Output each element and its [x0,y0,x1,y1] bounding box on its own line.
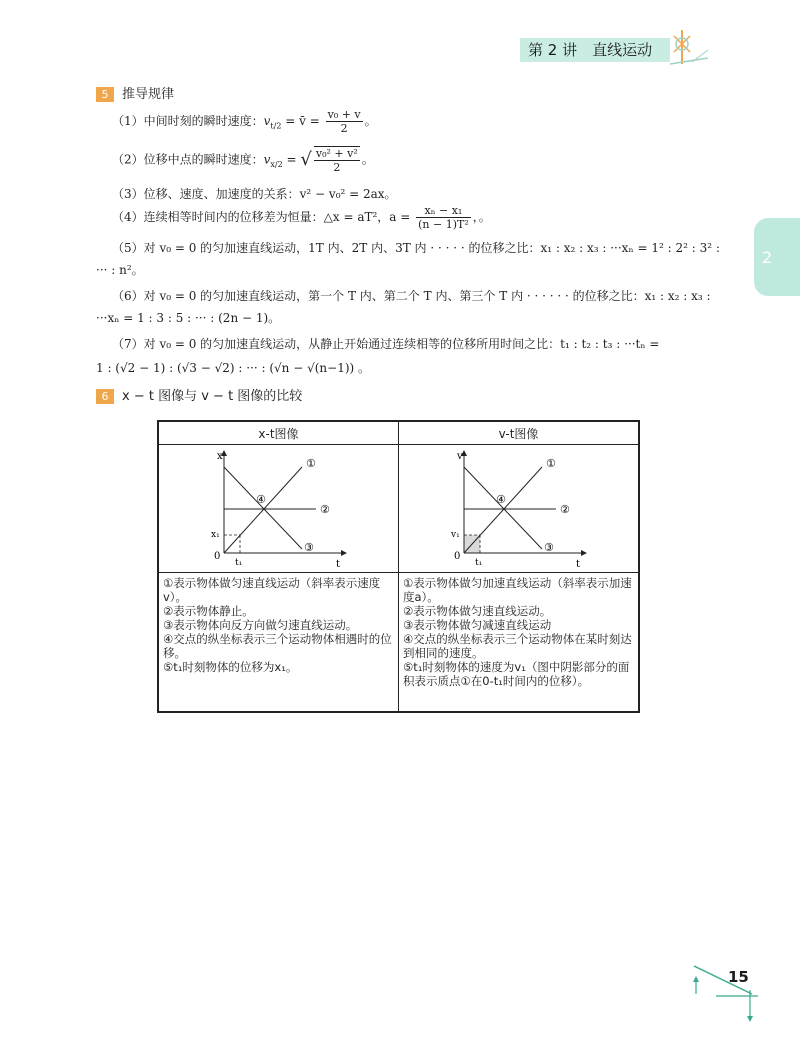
rule-2: （2）位移中点的瞬时速度：$v_{x/2}$ = √ $\frac{\text{v₀² + v²}}{2}$ 。 [112,147,374,174]
page-number: 15 [728,968,749,986]
rule-7-cont: 1 : (√2 − 1) : (√3 − √2) : ··· : (√n − √(n−1)) 。 [96,361,371,375]
xt-y-mark: x₁ [210,530,220,540]
rule-6-cont: ···xₙ = 1 : 3 : 5 : ··· : (2n − 1)。 [96,311,281,325]
chapter-side-tab [754,218,800,296]
vt-graph-cell [399,445,640,573]
vt-x-mark: t₁ [474,558,482,568]
vt-label-2: ② [559,503,570,516]
rule-6: （6）对 v₀ = 0 的匀加速直线运动，第一个 T 内、第二个 T 内、第三个 T 内 · · · · · · 的位移之比：x₁ : x₂ : x₃ : [112,289,711,303]
xt-graph-cell [158,445,399,573]
rule-1: （1）中间时刻的瞬时速度：$v_{t/2}$ = v̄ = $\frac{\text{v₀ + v}}{2}$ 。 [112,108,377,135]
vt-y-axis-label: v [456,451,463,462]
xt-label-1: ① [305,457,316,470]
vt-graph [444,445,594,569]
vt-desc-4: ④交点的纵坐标表示三个运动物体在某时刻达到相同的速度。 [403,632,632,660]
rule-3: （3）位移、速度、加速度的关系：v² − v₀² = 2ax。 [112,187,397,201]
comparison-table [157,420,640,713]
side-tab-number: 2 [762,248,773,267]
xt-desc-4: ④交点的纵坐标表示三个运动物体相遇时的位移。 [163,632,392,660]
xt-label-3: ③ [303,541,314,554]
xt-graph [204,445,354,569]
xt-desc-1: ①表示物体做匀速直线运动（斜率表示速度v）。 [163,576,381,604]
xt-desc-2: ②表示物体静止。 [163,604,254,618]
vt-x-axis-label: t [575,559,580,569]
description-row [158,573,639,713]
table-header-row [158,421,639,445]
col-header-vt: v-t图像 [399,421,640,445]
vt-y-mark: v₁ [450,530,460,540]
section-6-badge: 6 [96,389,114,404]
col-header-xt: x-t图像 [158,421,399,445]
rule-5: （5）对 v₀ = 0 的匀加速直线运动，1T 内、2T 内、3T 内 · · · · · 的位移之比：x₁ : x₂ : x₃ : ···xₙ = 1² : 2² : 3² : [112,241,720,255]
vt-desc-3: ③表示物体做匀减速直线运动 [403,618,552,632]
chapter-title: 第 2 讲 直线运动 [528,41,653,59]
xt-label-2: ② [319,503,330,516]
xt-label-4: ④ [255,493,266,506]
vt-label-3: ③ [543,541,554,554]
graph-row [158,445,639,573]
vt-desc-1: ①表示物体做匀加速直线运动（斜率表示加速度a）。 [403,576,632,604]
section-6-title: x − t 图像与 v − t 图像的比较 [122,389,303,404]
vt-description [399,573,640,713]
xt-description [158,573,399,713]
xt-desc-3: ③表示物体向反方向做匀速直线运动。 [163,618,358,632]
xt-desc-5: ⑤t₁时刻物体的位移为x₁。 [163,660,298,674]
section-5-title: 推导规律 [122,87,175,102]
xt-x-mark: t₁ [234,558,242,568]
vt-origin-label: 0 [453,551,460,562]
vt-desc-2: ②表示物体做匀速直线运动。 [403,604,552,618]
windmill-icon [662,24,712,68]
xt-y-axis-label: x [216,451,223,462]
xt-origin-label: 0 [213,551,220,562]
rule-7: （7）对 v₀ = 0 的匀加速直线运动，从静止开始通过连续相等的位移所用时间之比：t₁ : t₂ : t₃ : ···tₙ = [112,337,660,351]
section-5-badge: 5 [96,87,114,102]
rule-5-cont: ··· : n²。 [96,263,144,277]
xt-x-axis-label: t [335,559,340,569]
vt-label-4: ④ [495,493,506,506]
vt-label-1: ① [545,457,556,470]
vt-desc-5: ⑤t₁时刻物体的速度为v₁（图中阴影部分的面积表示质点①在0-t₁时间内的位移）。 [403,660,630,688]
rule-4: （4）连续相等时间内的位移差为恒量：△x = aT²，a = $\frac{\text{xₙ − x₁}}{\text{(n − 1)T²}}$ ，。 [112,204,491,231]
